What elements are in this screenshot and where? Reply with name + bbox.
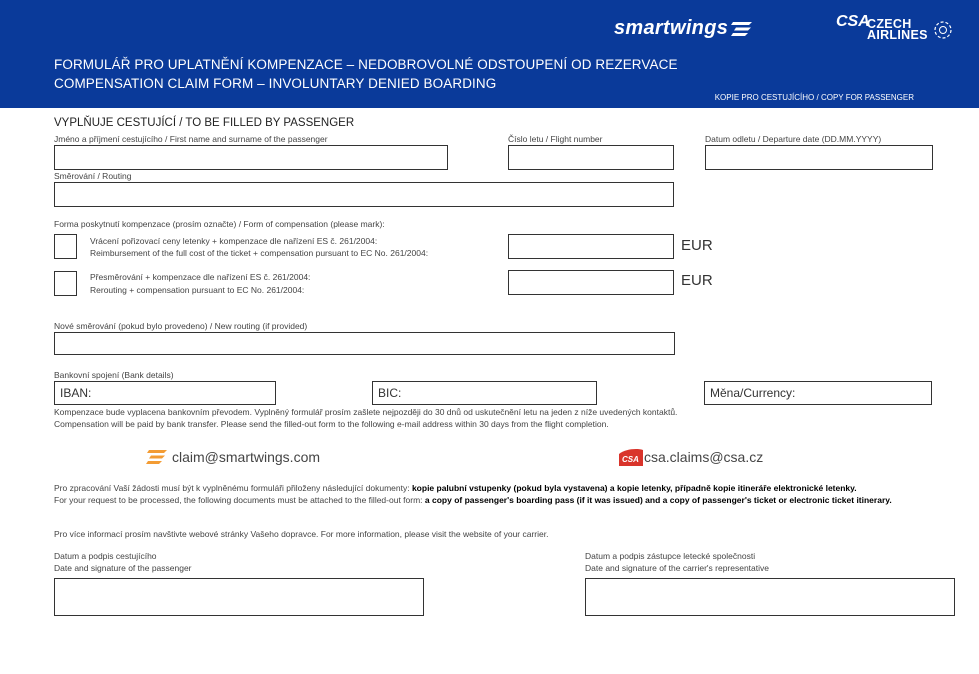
documents-note-cs [54, 483, 857, 493]
bank-details-label: Bankovní spojení (Bank details) [54, 370, 174, 380]
passenger-signature-field[interactable] [54, 578, 424, 616]
header-banner [0, 0, 979, 108]
csa-icon-text: CSA [622, 455, 639, 464]
flight-number-field[interactable] [508, 145, 674, 170]
copy-for-passenger-label: KOPIE PRO CESTUJÍCÍHO / COPY FOR PASSENGER [714, 93, 914, 102]
documents-note-en [54, 495, 892, 505]
czech-airlines-logo [836, 13, 958, 45]
currency-field[interactable] [704, 381, 932, 405]
smartwings-swoosh-icon [730, 20, 754, 38]
passenger-signature-label-en: Date and signature of the passenger [54, 563, 192, 573]
departure-date-label: Datum odletu / Departure date (DD.MM.YYYY) [705, 134, 882, 144]
documents-note-en-bold: a copy of passenger's boarding pass (if it was issued) and a copy of passenger's ticket or electronic ticket itinerary. [424, 495, 892, 505]
currency-label: Měna/Currency: [710, 386, 796, 400]
form-title-czech: FORMULÁŘ PRO UPLATNĚNÍ KOMPENZACE – NEDOBROVOLNÉ ODSTOUPENÍ OD REZERVACE [54, 57, 678, 72]
carrier-signature-label-cs: Datum a podpis zástupce letecké společnosti [585, 551, 756, 561]
iban-field[interactable] [54, 381, 276, 405]
documents-note-cs-bold: kopie palubní vstupenky (pokud byla vystavena) a kopie letenky, případně kopie itineráře elektronické letenky. [411, 483, 857, 493]
rerouting-amount-field[interactable] [508, 270, 674, 295]
documents-note-en-text: For your request to be processed, the following documents must be attached to the filled-out form: [54, 495, 425, 505]
iban-label: IBAN: [60, 386, 92, 400]
option-rerouting-label-en: Rerouting + compensation pursuant to EC No. 261/2004: [90, 285, 305, 295]
routing-field[interactable] [54, 182, 674, 207]
option-reimbursement-label-en: Reimbursement of the full cost of the ticket + compensation pursuant to EC No. 261/2004: [90, 248, 429, 258]
compensation-form-label: Forma poskytnutí kompenzace (prosím označte) / Form of compensation (please mark): [54, 219, 385, 229]
carrier-signature-label-en: Date and signature of the carrier's representative [585, 563, 769, 573]
rerouting-currency-unit: EUR [681, 272, 713, 289]
payment-note-cs: Kompenzace bude vyplacena bankovním převodem. Vyplněný formulář prosím zašlete nejpozději do 30 dnů od uskutečnění letu na jeden z níže uvedených kontaktů. [54, 407, 678, 417]
smartwings-logo-icon [146, 448, 168, 466]
option-rerouting-label-cs: Přesměrování + kompenzace dle nařízení ES č. 261/2004: [90, 272, 311, 282]
passenger-name-field[interactable] [54, 145, 448, 170]
passenger-name-label: Jméno a příjmení cestujícího / First name and surname of the passenger [54, 134, 328, 144]
reimbursement-amount-field[interactable] [508, 234, 674, 259]
csa-mark: CSA [836, 13, 870, 30]
option-reimbursement-label-cs: Vrácení pořizovací ceny letenky + kompenzace dle nařízení ES č. 261/2004: [90, 236, 378, 246]
documents-note-cs-text: Pro zpracování Vaší žádosti musí být k vyplněnému formuláři přiloženy následující dokumenty: [54, 483, 412, 493]
csa-logo-icon [619, 448, 643, 466]
option-rerouting-checkbox[interactable] [54, 271, 77, 296]
new-routing-label: Nové směrování (pokud bylo provedeno) / New routing (if provided) [54, 321, 308, 331]
form-title-english: COMPENSATION CLAIM FORM – INVOLUNTARY DENIED BOARDING [54, 76, 497, 91]
smartwings-logo-text: smartwings [614, 17, 729, 39]
bic-field[interactable] [372, 381, 597, 405]
departure-date-field[interactable] [705, 145, 933, 170]
flight-number-label: Číslo letu / Flight number [508, 134, 603, 144]
csa-claim-email-link[interactable]: csa.claims@csa.cz [644, 449, 764, 465]
skyteam-icon [932, 19, 954, 41]
reimbursement-currency-unit: EUR [681, 237, 713, 254]
payment-note-en: Compensation will be paid by bank transfer. Please send the filled-out form to the following e-mail address within 30 days from the flight completion. [54, 419, 609, 429]
section-title: VYPLŇUJE CESTUJÍCÍ / TO BE FILLED BY PASSENGER [54, 117, 355, 129]
smartwings-logo [614, 17, 754, 40]
carrier-signature-field[interactable] [585, 578, 955, 616]
smartwings-claim-email-link[interactable]: claim@smartwings.com [172, 449, 321, 465]
new-routing-field[interactable] [54, 332, 675, 355]
option-reimbursement-checkbox[interactable] [54, 234, 77, 259]
bic-label: BIC: [378, 386, 402, 400]
csa-name-line1: CZECH [867, 17, 912, 31]
csa-name-line2: AIRLINES [867, 28, 928, 42]
passenger-signature-label-cs: Datum a podpis cestujícího [54, 551, 157, 561]
more-info-note: Pro více informací prosím navštivte webové stránky Vašeho dopravce. For more information, please visit the website of your carrier. [54, 529, 549, 539]
routing-label: Směrování / Routing [54, 171, 132, 181]
